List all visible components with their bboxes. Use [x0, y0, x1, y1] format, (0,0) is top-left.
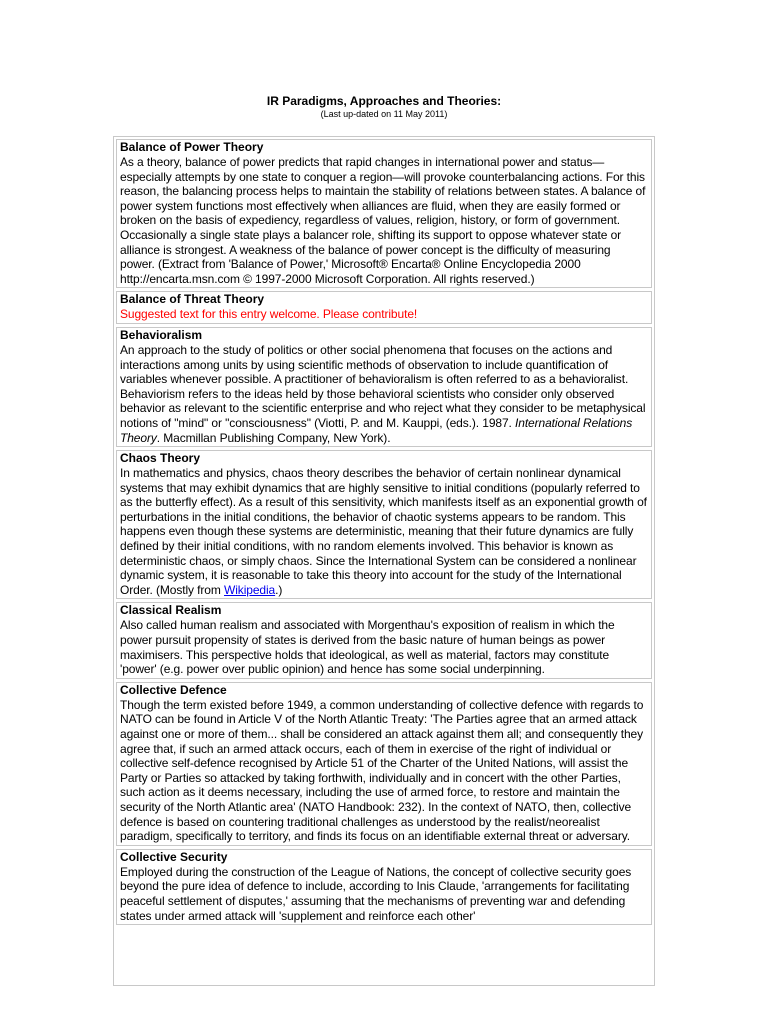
entry-collective-defence	[116, 682, 652, 846]
contribution-request: Suggested text for this entry welcome. Please contribute!	[120, 307, 418, 322]
entry-body-text: An approach to the study of politics or other social phenomena that focuses on the actions and interactions among units by using scientific methods of observation to include quantification of variables whenever possible. A practitioner of behavioralism is often referred to as a behavioralist. Behaviorism refers to the ideas held by those behavioral scientists who consider only observed behavior as relevant to the scientific enterprise and who reject what they consider to be metaphysical notions of "mind" or "consciousness" (Viotti, P. and M. Kauppi, (eds.). 1987.	[120, 342, 646, 430]
entry-title: Collective Defence	[120, 682, 227, 697]
last-updated-note: (Last up-dated on 11 May 2011)	[320, 109, 448, 119]
entry-body-text: . Macmillan Publishing Company, New York).	[156, 430, 391, 445]
entry-chaos-theory	[116, 450, 652, 599]
entry-body: Though the term existed before 1949, a common understanding of collective defence with regards to NATO can be found in Article V of the North Atlantic Treaty: 'The Parties agree that an armed attack against one or more of them... shall be considered an attack against them all; and consequently they agree that, if such an armed attack occurs, each of them in exercise of the right of individual or collective self-defence recognised by Article 51 of the Charter of the United Nations, will assist the Party or Parties so attacked by taking forthwith, individually and in concert with the other Parties, such action as it deems necessary, including the use of armed force, to restore and maintain the security of the North Atlantic area' (NATO Handbook: 232). In the context of NATO, then, collective defence is based on countering traditional challenges as understood by the realist/neorealist paradigm, specifically to territory, and finds its focus on an identifiable external threat or adversary.	[120, 697, 644, 844]
entry-collective-security	[116, 849, 652, 925]
entry-title: Collective Security	[120, 849, 228, 864]
entry-body-text: In mathematics and physics, chaos theory describes the behavior of certain nonlinear dynamical systems that may exhibit dynamics that are highly sensitive to initial conditions (popularly referred to as the butterfly effect). As a result of this sensitivity, which manifests itself as an exponential growth of perturbations in the initial conditions, the behavior of chaotic systems appears to be random. This happens even though these systems are deterministic, meaning that their future dynamics are fully defined by their initial conditions, with no random elements involved. This behavior is known as deterministic chaos, or simply chaos. Since the International System can be considered a nonlinear dynamic system, it is reasonable to take this theory into account for the study of the International Order. (Mostly from	[120, 466, 647, 597]
document-title: IR Paradigms, Approaches and Theories:	[266, 94, 502, 108]
entry-title: Balance of Threat Theory	[120, 292, 265, 307]
entry-body-text: .)	[275, 582, 283, 597]
entry-body: As a theory, balance of power predicts that rapid changes in international power and status—especially attempts by one state to conquer a region—will provoke counterbalancing actions. For this reason, the balancing process helps to maintain the stability of relations between states. A balance of power system functions most effectively when alliances are fluid, when they are easily formed or broken on the basis of expediency, regardless of values, religion, history, or form of government. Occasionally a single state plays a balancer role, shifting its support to oppose whatever state or alliance is strongest. A weakness of the balance of power concept is the difficulty of measuring power. (Extract from 'Balance of Power,' Microsoft® Encarta® Online Encyclopedia 2000 http://encarta.msn.com © 1997-2000 Microsoft Corporation. All rights reserved.)	[120, 155, 646, 286]
entry-body: Also called human realism and associated with Morgenthau's exposition of realism in which the power pursuit propensity of states is derived from the basic nature of human beings as power maximisers. This perspective holds that ideological, as well as material, factors may constitute 'power' (e.g. power over public opinion) and hence has some social underpinning.	[120, 618, 615, 677]
document-header	[0, 94, 768, 120]
entry-balance-of-threat-theory	[116, 291, 652, 324]
entry-body	[120, 343, 648, 445]
entry-classical-realism	[116, 602, 652, 678]
entry-title: Chaos Theory	[120, 451, 201, 466]
entry-body	[120, 466, 648, 597]
entry-body: Employed during the construction of the League of Nations, the concept of collective security goes beyond the pure idea of defence to include, according to Inis Claude, 'arrangements for facilitating peaceful settlement of disputes,' assuming that the mechanisms of preventing war and defending states under armed attack will 'supplement and reinforce each other'	[120, 864, 632, 923]
glossary-table	[113, 136, 655, 986]
entry-title: Balance of Power Theory	[120, 140, 264, 154]
entry-title: Classical Realism	[120, 603, 222, 618]
entry-title: Behavioralism	[120, 327, 203, 342]
book-title: International Relations Theory	[120, 415, 633, 445]
entry-balance-of-power-theory	[116, 139, 652, 288]
entry-behavioralism	[116, 327, 652, 447]
wikipedia-link[interactable]: Wikipedia	[224, 582, 276, 597]
